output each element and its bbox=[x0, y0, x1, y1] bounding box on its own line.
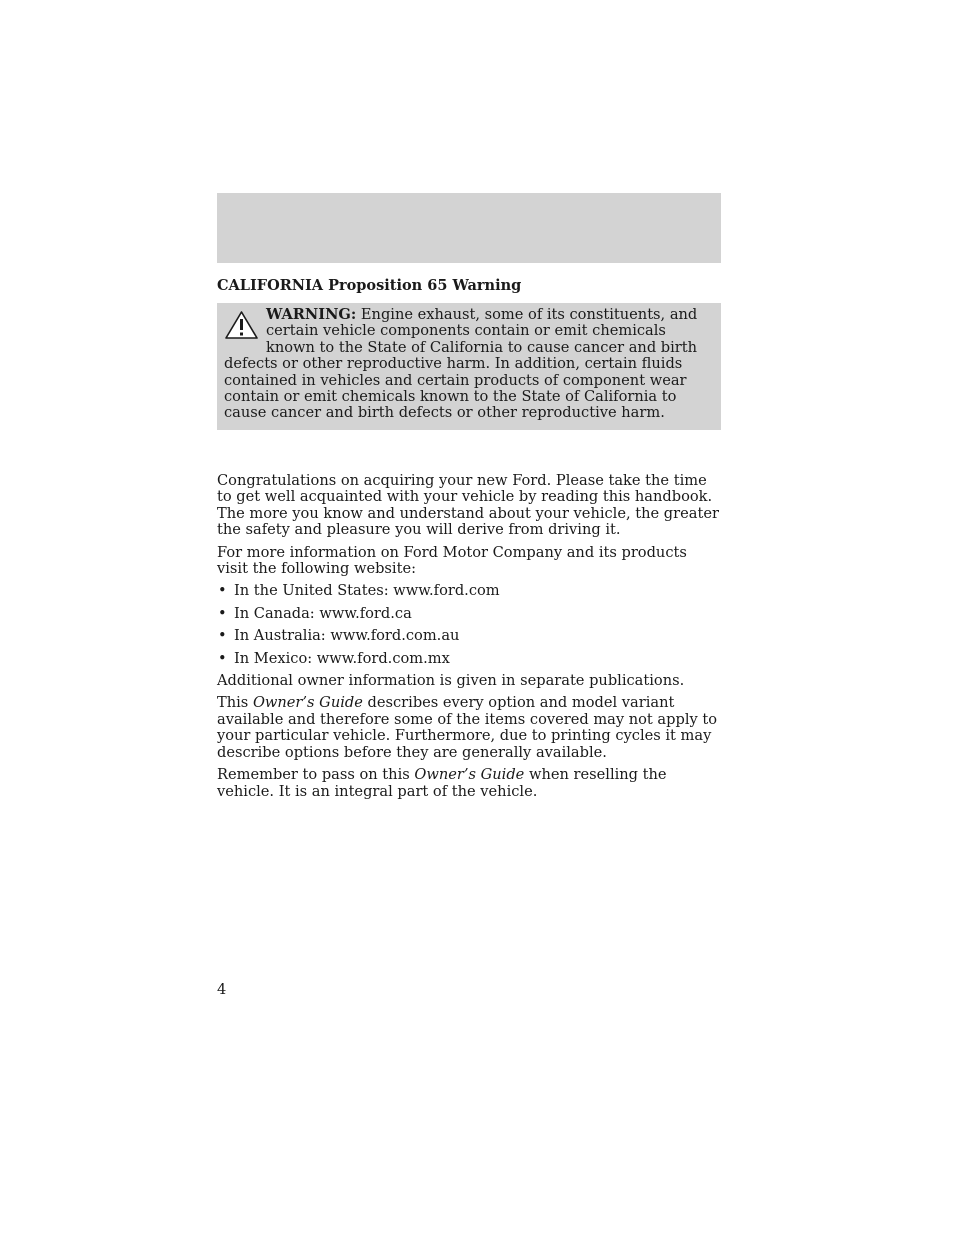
warning-triangle-icon bbox=[224, 310, 259, 340]
section-title: CALIFORNIA Proposition 65 Warning bbox=[217, 277, 522, 294]
additional-info-paragraph: Additional owner information is given in separate publications. bbox=[217, 672, 685, 690]
warning-text: Engine exhaust, some of its constituents, and certain vehicle components contain or emit chemicals known to the State of California to cause cancer and birth defects or other reproductive harm. In addition, certain fluids contained in vehicles and certain products of component wear contain or emit chemicals known to the State of California to cause cancer and birth defects or other reproductive harm. bbox=[224, 306, 698, 422]
bullet-icon: • bbox=[218, 627, 227, 645]
page-number: 4 bbox=[217, 981, 227, 998]
website-list bbox=[217, 583, 721, 667]
list-item: • In Australia: www.ford.com.au bbox=[218, 627, 460, 645]
bullet-icon: • bbox=[218, 649, 227, 667]
website-paragraph: For more information on Ford Motor Company and its products visit the following website: bbox=[217, 543, 687, 578]
resale-paragraph: Remember to pass on this Owner’s Guide when reselling the vehicle. It is an integral part of the vehicle. bbox=[217, 766, 667, 800]
warning-box bbox=[217, 303, 721, 430]
chapter-header-band bbox=[217, 193, 721, 263]
list-item: • In Canada: www.ford.ca bbox=[218, 604, 412, 622]
bullet-icon: • bbox=[218, 604, 227, 622]
warning-label: WARNING: bbox=[266, 306, 357, 323]
intro-paragraph: Congratulations on acquiring your new Ford. Please take the time to get well acquainted with your vehicle by reading this handbook. The more you know and understand about your vehicle, the greater the safety and pleasure you will derive from driving it. bbox=[217, 472, 719, 539]
list-item: • In Mexico: www.ford.com.mx bbox=[218, 649, 450, 667]
guide-description-paragraph: This Owner’s Guide describes every option and model variant available and therefore some of the items covered may not apply to your particular vehicle. Furthermore, due to printing cycles it may describe options before they are generally available. bbox=[217, 694, 718, 761]
bullet-icon: • bbox=[218, 582, 227, 600]
list-item: • In the United States: www.ford.com bbox=[218, 582, 500, 600]
introduction bbox=[217, 473, 721, 806]
